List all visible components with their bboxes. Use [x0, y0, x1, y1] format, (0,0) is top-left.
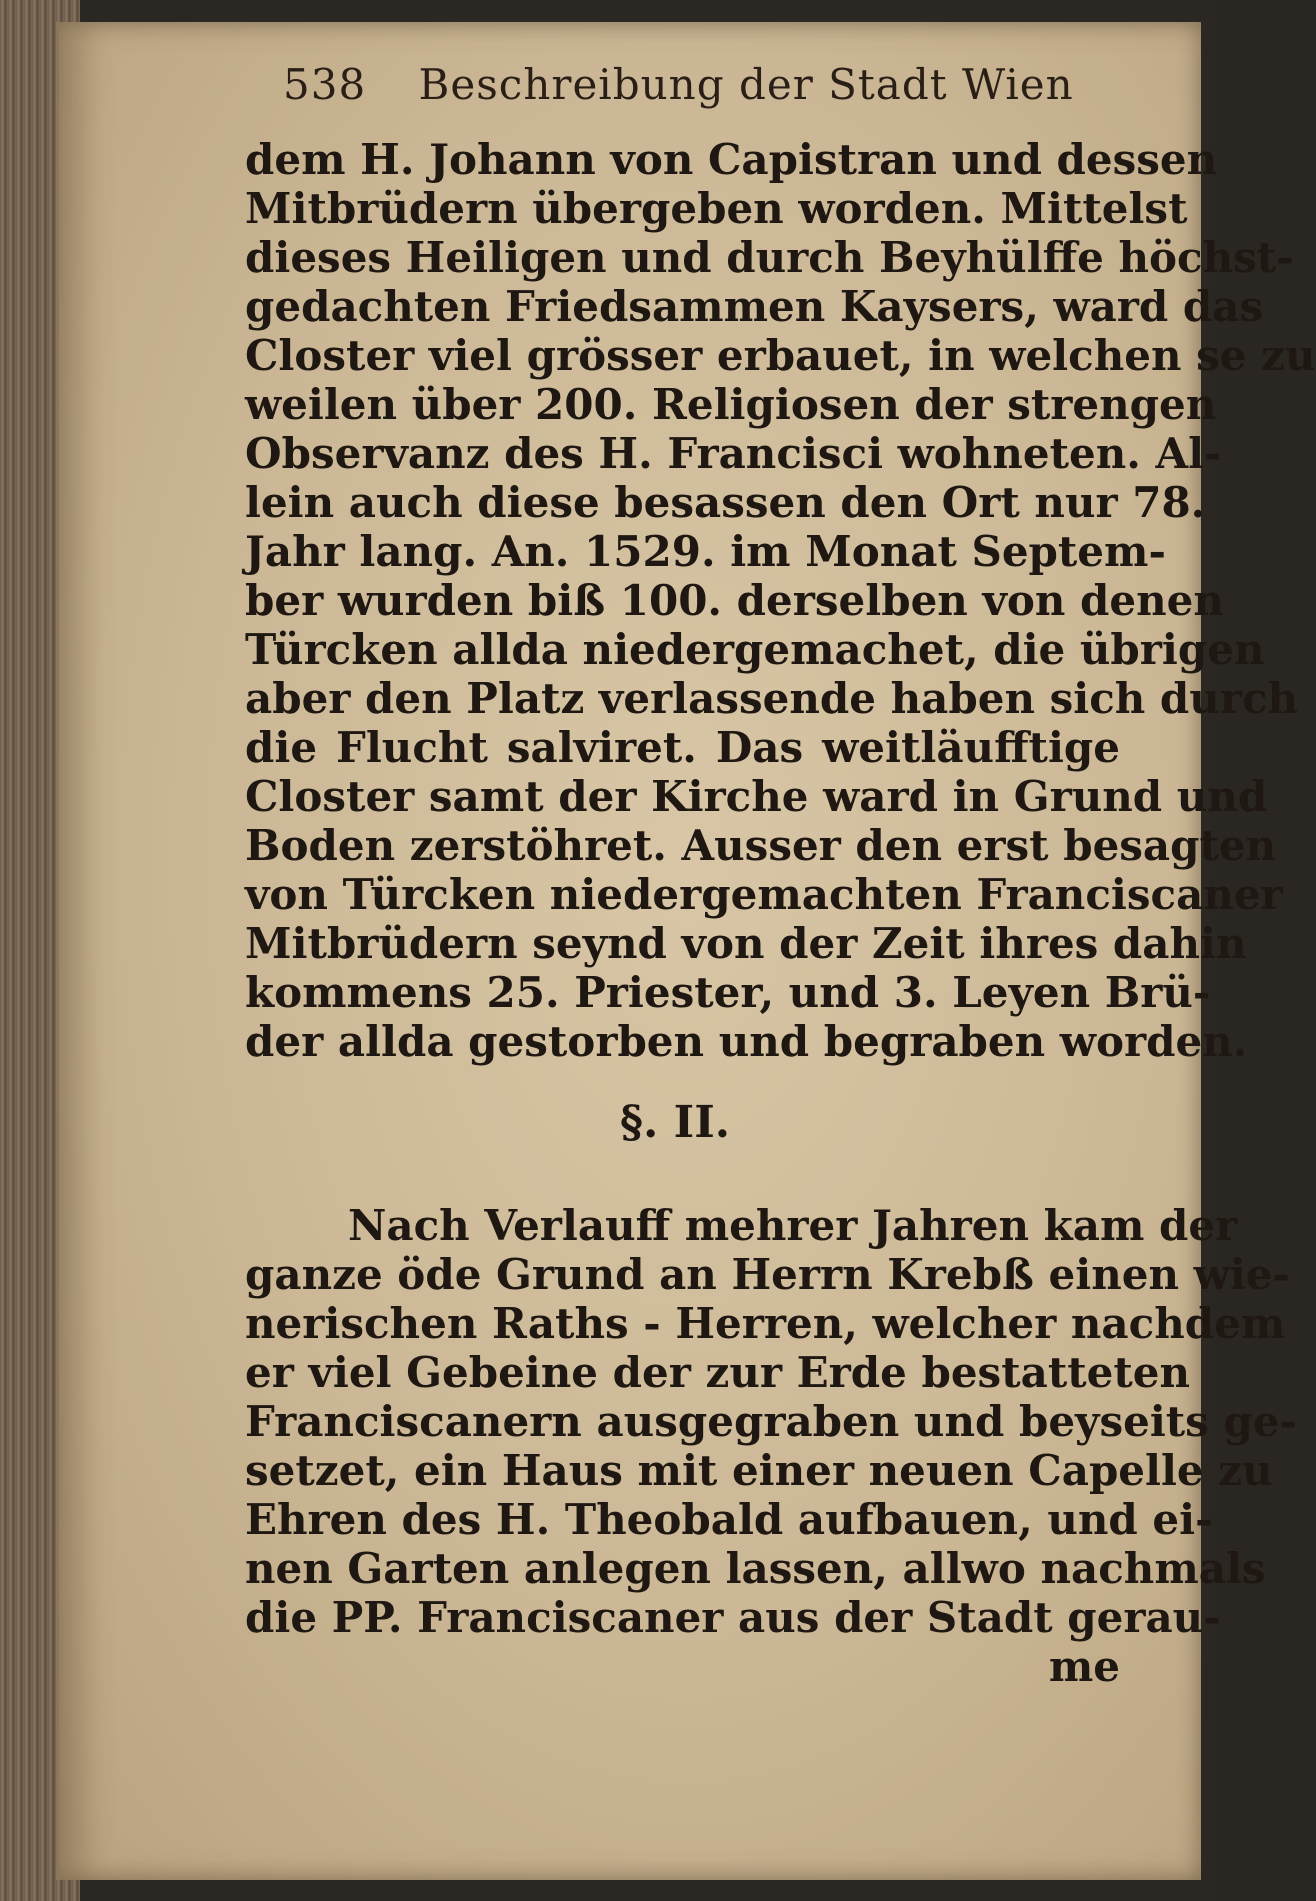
text-line: Boden zerstöhret. Ausser den erst besagten — [245, 821, 1277, 870]
text-line: Observanz des H. Francisci wohneten. Al- — [245, 429, 1222, 478]
running-title: Beschreibung der Stadt Wien — [418, 60, 1074, 109]
text-line: Türcken allda niedergemachet, die übrigen — [245, 625, 1265, 674]
text-line: weilen über 200. Religiosen der strengen — [245, 380, 1217, 429]
text-line: Mitbrüdern übergeben worden. Mittelst — [245, 184, 1188, 233]
page-number: 538 — [283, 60, 367, 109]
text-line: von Türcken niedergemachten Franciscaner — [245, 870, 1283, 919]
text-line: die PP. Franciscaner aus der Stadt gerau- — [245, 1593, 1221, 1642]
text-line: dieses Heiligen und durch Beyhülffe höchst- — [245, 233, 1294, 282]
text-line: Jahr lang. An. 1529. im Monat Septem- — [245, 527, 1166, 576]
text-line: Closter viel grösser erbauet, in welchen se zu — [245, 331, 1316, 380]
text-line: lein auch diese besassen den Ort nur 78. — [245, 478, 1206, 527]
text-line: nerischen Raths - Herren, welcher nachdem — [245, 1299, 1286, 1348]
text-line: Closter samt der Kirche ward in Grund und — [245, 772, 1268, 821]
text-line: Ehren des H. Theobald aufbauen, und ei- — [245, 1495, 1213, 1544]
text-line: Mitbrüdern seynd von der Zeit ihres dahin — [245, 919, 1247, 968]
text-line: er viel Gebeine der zur Erde bestatteten — [245, 1348, 1190, 1397]
text-line: die Flucht salviret. Das weitläufftige — [245, 723, 1120, 772]
catchword: me — [1048, 1642, 1120, 1691]
text-line: ganze öde Grund an Herrn Krebß einen wie- — [245, 1250, 1290, 1299]
text-line: dem H. Johann von Capistran und dessen — [245, 135, 1218, 184]
text-line: aber den Platz verlassende haben sich durch — [245, 674, 1299, 723]
text-line: Franciscanern ausgegraben und beyseits ge- — [245, 1397, 1297, 1446]
section-heading: §. II. — [620, 1097, 731, 1148]
text-line: kommens 25. Priester, und 3. Leyen Brü- — [245, 968, 1211, 1017]
text-line: gedachten Friedsammen Kaysers, ward das — [245, 282, 1264, 331]
text-line: nen Garten anlegen lassen, allwo nachmals — [245, 1544, 1266, 1593]
text-line: Nach Verlauff mehrer Jahren kam der — [348, 1201, 1238, 1250]
running-header — [283, 60, 1083, 109]
text-line: der allda gestorben und begraben worden. — [245, 1017, 1248, 1066]
text-line: setzet, ein Haus mit einer neuen Capelle zu — [245, 1446, 1273, 1495]
text-line: ber wurden biß 100. derselben von denen — [245, 576, 1224, 625]
